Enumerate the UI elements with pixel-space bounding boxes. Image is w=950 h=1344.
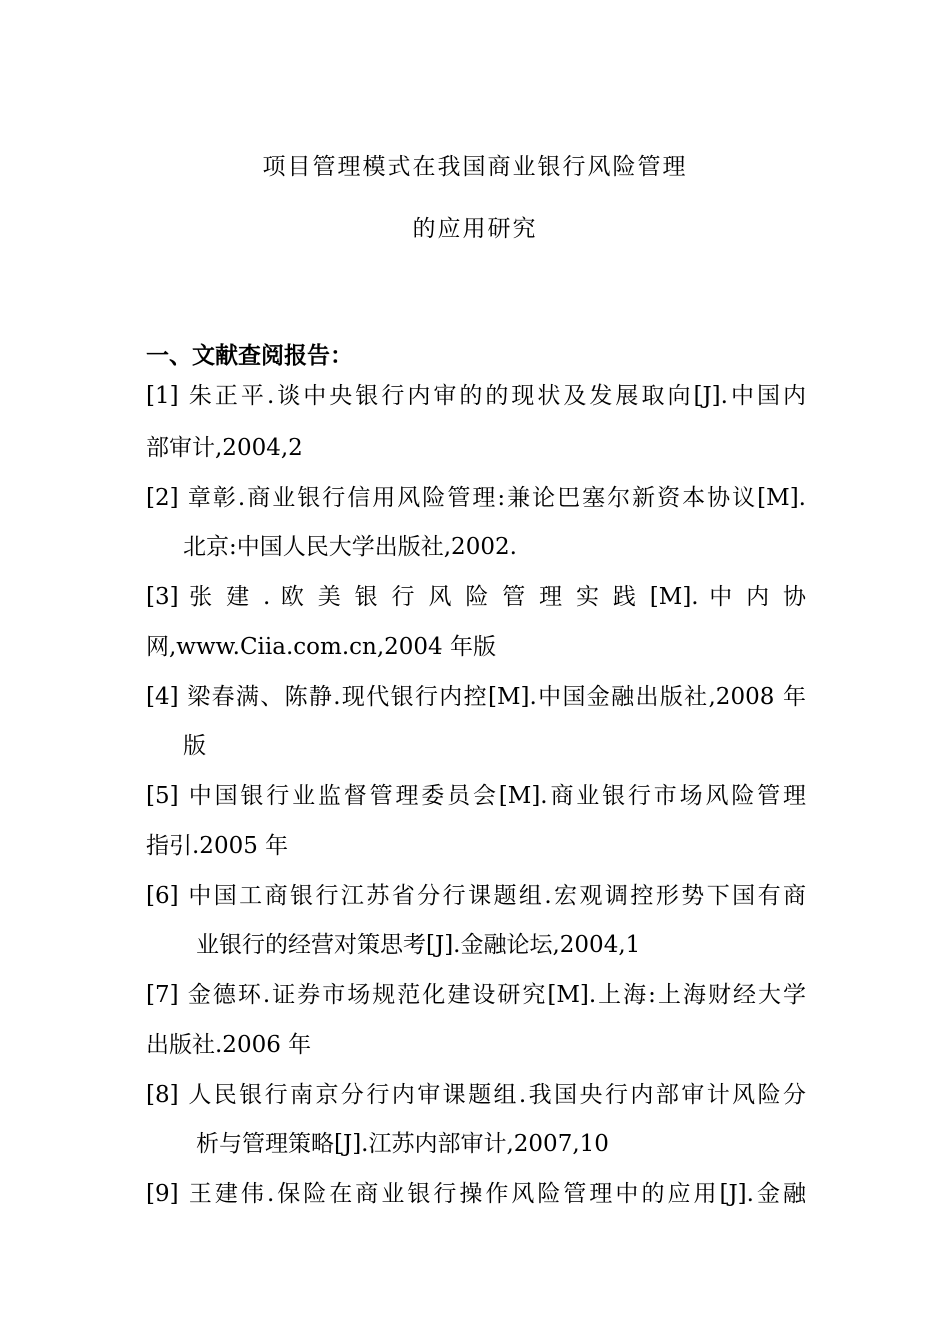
reference-7-line-1: [7] 金德环.证券市场规范化建设研究[M].上海:上海财经大学: [146, 982, 806, 1008]
reference-2-line-1: [2] 章彰.商业银行信用风险管理:兼论巴塞尔新资本协议[M].: [146, 485, 806, 511]
reference-4-line-2: 版: [183, 733, 206, 759]
reference-3-line-2: 网,www.Ciia.com.cn,2004 年版: [146, 634, 496, 660]
reference-1-line-1: [1] 朱正平.谈中央银行内审的的现状及发展取向[J].中国内: [146, 383, 806, 409]
reference-8-line-2: 析与管理策略[J].江苏内部审计,2007,10: [196, 1131, 609, 1157]
reference-7-line-2: 出版社.2006 年: [146, 1032, 312, 1058]
reference-1-line-2: 部审计,2004,2: [146, 435, 303, 461]
reference-8-line-1: [8] 人民银行南京分行内审课题组.我国央行内部审计风险分: [146, 1082, 806, 1108]
reference-6-line-2: 业银行的经营对策思考[J].金融论坛,2004,1: [196, 932, 641, 958]
reference-3-line-1: [3] 张 建 . 欧 美 银 行 风 险 管 理 实 践 [M]. 中 内 协: [146, 584, 806, 610]
reference-2-line-2: 北京:中国人民大学出版社,2002.: [183, 534, 517, 560]
document-title-line-2: 的应用研究: [412, 216, 538, 242]
reference-4-line-1: [4] 梁春满、陈静.现代银行内控[M].中国金融出版社,2008 年: [146, 684, 806, 710]
reference-6-line-1: [6] 中国工商银行江苏省分行课题组.宏观调控形势下国有商: [146, 883, 806, 909]
reference-9-line-1: [9] 王建伟.保险在商业银行操作风险管理中的应用[J].金融: [146, 1181, 806, 1207]
reference-5-line-1: [5] 中国银行业监督管理委员会[M].商业银行市场风险管理: [146, 783, 806, 809]
section-heading: 一、文献查阅报告：: [146, 343, 353, 369]
reference-5-line-2: 指引.2005 年: [146, 833, 289, 859]
document-title-line-1: 项目管理模式在我国商业银行风险管理: [262, 154, 688, 180]
